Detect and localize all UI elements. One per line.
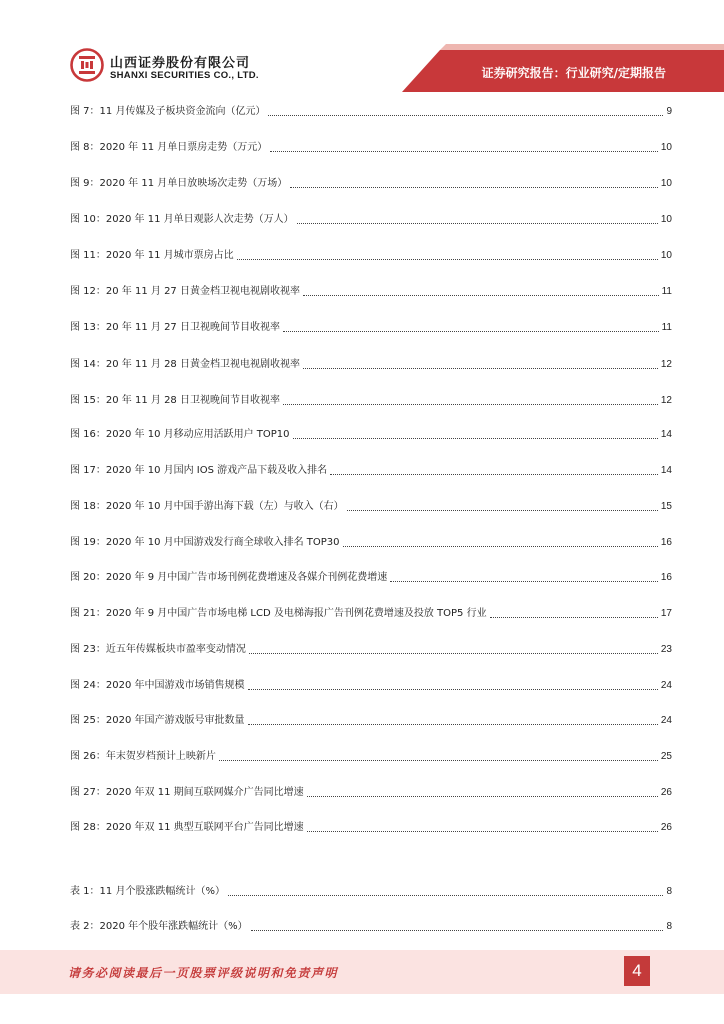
toc-page-number: 11 [661, 322, 672, 333]
toc-entry-title: 图 13：20 年 11 月 27 日卫视晚间节目收视率 [70, 322, 280, 333]
toc-dot-leader [390, 571, 658, 582]
toc-entry-title: 图 9：2020 年 11 月单日放映场次走势（万场） [70, 178, 288, 189]
toc-entry-title: 图 10：2020 年 11 月单日观影人次走势（万人） [70, 214, 294, 225]
toc-dot-leader [249, 643, 658, 654]
toc-page-number: 10 [660, 214, 672, 225]
figure-list-item[interactable] [70, 392, 672, 410]
toc-dot-leader [307, 786, 658, 797]
toc-dot-leader [248, 679, 658, 690]
toc-dot-leader [347, 500, 658, 511]
toc-entry-title: 图 15：20 年 11 月 28 日卫视晚间节目收视率 [70, 395, 280, 406]
toc-page-number: 25 [660, 751, 672, 762]
figure-list-item[interactable] [70, 605, 672, 623]
toc-page-number: 16 [660, 537, 672, 548]
figure-list-item[interactable] [70, 784, 672, 802]
toc-entry-title: 图 16：2020 年 10 月移动应用活跃用户 TOP10 [70, 429, 290, 440]
toc-dot-leader [330, 464, 658, 475]
toc-dot-leader [268, 105, 663, 116]
toc-entry-title: 图 25：2020 年国产游戏版号审批数量 [70, 715, 245, 726]
toc-page-number: 10 [660, 142, 672, 153]
toc-page-number: 24 [660, 715, 672, 726]
toc-page-number: 24 [660, 680, 672, 691]
toc-entry-title: 图 27：2020 年双 11 期间互联网媒介广告同比增速 [70, 787, 304, 798]
disclaimer-text: 请务必阅读最后一页股票评级说明和免责声明 [68, 966, 339, 980]
toc-dot-leader [283, 321, 659, 332]
figure-list-item[interactable] [70, 139, 672, 157]
toc-entry-title: 图 28：2020 年双 11 典型互联网平台广告同比增速 [70, 822, 304, 833]
toc-dot-leader [303, 285, 659, 296]
toc-page-number: 14 [660, 465, 672, 476]
toc-dot-leader [219, 750, 658, 761]
figure-list-item[interactable] [70, 319, 672, 337]
page-number-badge: 4 [624, 956, 650, 986]
toc-entry-title: 表 1：11 月个股涨跌幅统计（%） [70, 886, 225, 897]
header-banner [0, 0, 724, 96]
toc-dot-leader [490, 607, 658, 618]
toc-page-number: 12 [660, 395, 672, 406]
toc-entry-title: 图 20：2020 年 9 月中国广告市场刊例花费增速及各媒介刊例花费增速 [70, 572, 388, 583]
toc-page-number: 11 [661, 286, 672, 297]
figure-list-item[interactable] [70, 498, 672, 516]
company-name-cn: 山西证券股份有限公司 [110, 56, 251, 71]
toc-page-number: 23 [660, 644, 672, 655]
toc-entry-title: 图 24：2020 年中国游戏市场销售规模 [70, 680, 245, 691]
toc-entry-title: 图 23：近五年传媒板块市盈率变动情况 [70, 644, 246, 655]
toc-page-number: 26 [660, 787, 672, 798]
toc-page-number: 26 [660, 822, 672, 833]
figure-list-item[interactable] [70, 569, 672, 587]
table-list-item[interactable] [70, 918, 672, 936]
figure-list-item[interactable] [70, 677, 672, 695]
figure-list-item[interactable] [70, 712, 672, 730]
toc-page-number: 14 [660, 429, 672, 440]
toc-dot-leader [270, 141, 658, 152]
toc-dot-leader [251, 920, 664, 931]
toc-entry-title: 图 17：2020 年 10 月国内 IOS 游戏产品下载及收入排名 [70, 465, 328, 476]
toc-entry-title: 图 18：2020 年 10 月中国手游出海下载（左）与收入（右） [70, 501, 344, 512]
shanxi-securities-logo-icon [70, 48, 104, 82]
toc-dot-leader [248, 714, 658, 725]
toc-entry-title: 图 7：11 月传媒及子板块资金流向（亿元） [70, 106, 266, 117]
figure-list-item[interactable] [70, 283, 672, 301]
toc-entry-title: 图 12：20 年 11 月 27 日黄金档卫视电视剧收视率 [70, 286, 300, 297]
toc-dot-leader [228, 885, 663, 896]
figure-list-item[interactable] [70, 462, 672, 480]
table-list-item[interactable] [70, 883, 672, 901]
figure-list-item[interactable] [70, 534, 672, 552]
figure-list-item[interactable] [70, 211, 672, 229]
toc-entry-title: 图 26：年末贺岁档预计上映新片 [70, 751, 216, 762]
toc-page-number: 8 [666, 886, 672, 897]
company-name-en: SHANXI SECURITIES CO., LTD. [110, 70, 259, 81]
toc-entry-title: 图 19：2020 年 10 月中国游戏发行商全球收入排名 TOP30 [70, 537, 340, 548]
toc-dot-leader [290, 177, 658, 188]
toc-page-number: 12 [660, 359, 672, 370]
toc-dot-leader [307, 821, 658, 832]
toc-entry-title: 图 8：2020 年 11 月单日票房走势（万元） [70, 142, 268, 153]
toc-dot-leader [297, 213, 658, 224]
toc-entry-title: 图 14：20 年 11 月 28 日黄金档卫视电视剧收视率 [70, 359, 300, 370]
figure-list-item[interactable] [70, 247, 672, 265]
toc-page-number: 9 [666, 106, 672, 117]
toc-dot-leader [293, 428, 658, 439]
page-footer [0, 950, 724, 994]
toc-dot-leader [303, 358, 658, 369]
toc-dot-leader [283, 394, 658, 405]
toc-entry-title: 表 2：2020 年个股年涨跌幅统计（%） [70, 921, 248, 932]
figure-list-item[interactable] [70, 426, 672, 444]
toc-page-number: 16 [660, 572, 672, 583]
toc-dot-leader [237, 249, 658, 260]
figure-list-item[interactable] [70, 819, 672, 837]
page-header [0, 0, 724, 96]
figure-list-item[interactable] [70, 641, 672, 659]
toc-page-number: 10 [660, 178, 672, 189]
toc-entry-title: 图 11：2020 年 11 月城市票房占比 [70, 250, 234, 261]
toc-page-number: 8 [666, 921, 672, 932]
figure-list-item[interactable] [70, 356, 672, 374]
toc-page-number: 10 [660, 250, 672, 261]
figure-list-item[interactable] [70, 103, 672, 121]
report-type-label: 证券研究报告：行业研究/定期报告 [481, 66, 666, 80]
toc-entry-title: 图 21：2020 年 9 月中国广告市场电梯 LCD 及电梯海报广告刊例花费增速及投放 TOP5 行业 [70, 608, 487, 619]
toc-page-number: 15 [660, 501, 672, 512]
figure-list-item[interactable] [70, 748, 672, 766]
toc-page-number: 17 [660, 608, 672, 619]
figure-list-item[interactable] [70, 175, 672, 193]
toc-dot-leader [343, 536, 658, 547]
